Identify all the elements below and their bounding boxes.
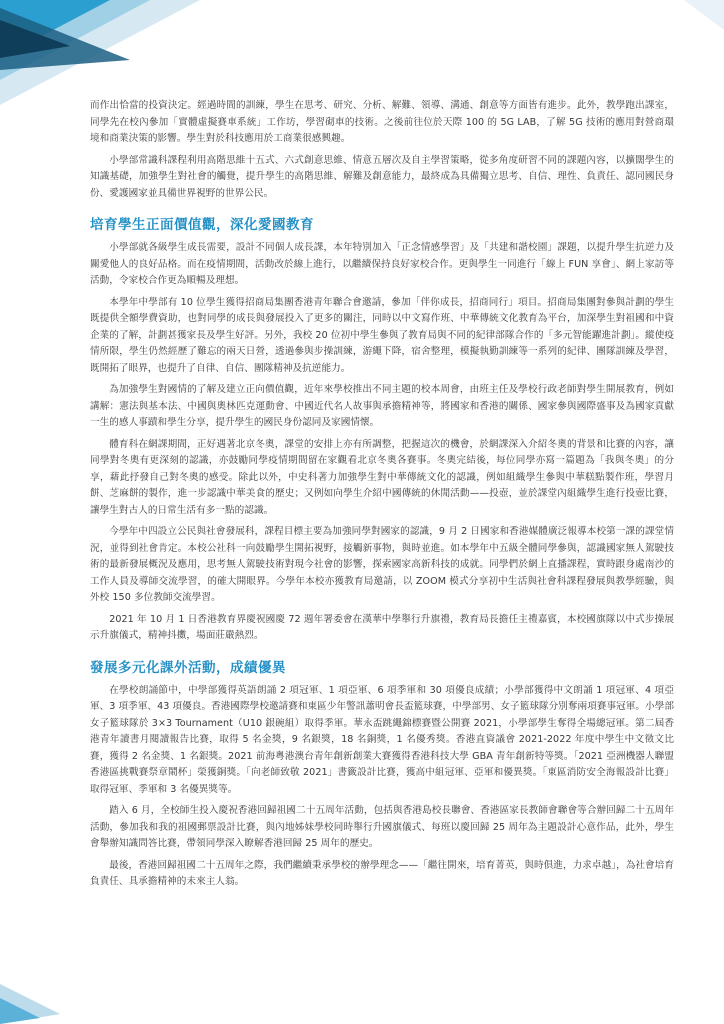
body-paragraph: 踏入 6 月，全校師生投入慶祝香港回歸祖國二十五周年活動，包括與香港島校長聯會、香港區家長教師會聯會等合辦回歸二十五周年活動，參加我和我的祖國郵票設計比賽，與內地姊妹學校同時舉行升國旗儀式、每班以慶回歸 25 周年為主題設計心意作品，此外，學生會舉辦知識問答比賽，帶領同學深入瞭解香港回歸 25 周年的歷史。: [90, 805, 674, 849]
section-heading-activities: 發展多元化課外活動，成績優異: [90, 659, 286, 676]
intro-paragraph: 而作出恰當的投資決定。經過時間的訓練，學生在思考、研究、分析、解難、領導、溝通、創意等方面皆有進步。此外，教學跑出課室，同學先在校內參加「實體虛擬賽車系統」工作坊，學習砌車的技術。之後前往位於天際 100 的 5G LAB，了解 5G 技術的應用對營商環境和商業決策的影響。學生對於科技應用於工商業很感興趣。: [90, 100, 674, 144]
top-right-decoration: [664, 0, 724, 40]
body-paragraph: 2021 年 10 月 1 日香港教育界慶祝國慶 72 週年署委會在漢華中學舉行升旗禮，教育局長擔任主禮嘉賓，本校國旗隊以中式步操展示升旗儀式，精神抖擻，場面莊嚴熱烈。: [90, 613, 674, 641]
bottom-left-decoration: [0, 974, 80, 1024]
section-heading-values: 培育學生正面價值觀，深化愛國教育: [90, 217, 314, 233]
body-paragraph: 在學校朗誦節中，中學部獲得英語朗誦 2 項冠軍、1 項亞軍、6 項季軍和 30 項優良成績；小學部獲得中文朗誦 1 項冠軍、4 項亞軍、3 項季軍、43 項優良。香港國際學校邀請賽和東區少年警訊蕭明會長盃籃球賽，中學部男、女子籃球隊分別奪兩項賽事冠軍。小學部女子籃球隊於 3×3 Tournament（U10 銀碗組）取得季軍。華永盃跳繩錦標賽暨公開賽 2021，小學部學生奪得全場總冠軍。第二屆香港青年讀書月閱讀報告比賽，取得 5 名金獎，9 名銀獎，18 名銅獎，1 名優秀獎。香港直資議會 2021-2022 年度中學生中文徵文比賽，獲得 2 名金獎、1 名銀獎。2021 前海粵港澳台青年創新創業大賽獲得香港科技大學 GBA 青年創新特等獎。「2021 亞洲機器人聯盟香港區挑戰賽祭章鬧杯」榮獲銅獎。「向老師致敬 2021」書籤設計比賽，獲高中組冠軍、亞軍和優異獎。「東區消防安全海報設計比賽」取得冠軍、季軍和 3 名優異獎等。: [90, 684, 674, 795]
body-paragraph: 最後，香港回歸祖國二十五周年之際，我們繼續秉承學校的辦學理念——「繼往開來，培育菁英，與時俱進，力求卓越」，為社會培育負責任、具承擔精神的未來主人翁。: [90, 859, 674, 887]
body-paragraph: 體育科在網課期間，正好遇著北京冬奧，課堂的安排上亦有所調整，把握這次的機會，於網課深入介紹冬奧的背景和比賽的內容，讓同學對冬奧有更深刻的認識，亦鼓勵同學疫情期間留在家觀看北京冬奧各賽事。冬奧完結後，每位同學亦寫一篇題為「我與冬奧」的分享，藉此抒發自己對冬奧的感受。除此以外，中史科著力加強學生對中華傳統文化的認識，例如組織學生參與中華糕點製作班，學習月餅、芝麻餅的製作，進一步認識中華美食的歷史；又例如向學生介紹中國傳統的休閒活動——投壺，並於課堂內組織學生進行投壺比賽，讓學生對古人的日常生活有多一點的認識。: [90, 438, 674, 516]
body-paragraph: 為加強學生對國情的了解及建立正向價值觀，近年來學校推出不同主題的校本周會，由班主任及學校行政老師對學生開展教育，例如講解：憲法與基本法、中國與奧林匹克運動會、中國近代名人故事與承擔精神等，將國家和香港的關係、國家參與國際盛事及為國家貢獻一生的感人事蹟和學生分享，提升學生的國民身份認同及家國情懷。: [90, 384, 674, 428]
body-paragraph: 今學年中四設立公民與社會發展科，課程目標主要為加強同學對國家的認識，9 月 2 日國家和香港媒體廣泛報導本校第一課的課堂情況，並得到社會肯定。本校公社科一向鼓勵學生開拓視野，接觸新事物，與時並進。如本學年中五級全體同學參與，認識國家無人駕駛技術的最新發展概況及應用，思考無人駕駛技術對現今社會的影響，探索國家高新科技的成就。同學們於網上直播課程，實時跟身處南沙的工作人員及導師交流學習，的確大開眼界。今學年本校亦獲教育局邀請，以 ZOOM 模式分享初中生活與社會科課程發展與教學經驗，與外校 150 多位教師交流學習。: [90, 526, 674, 603]
top-left-decoration: [0, 0, 210, 110]
intro-paragraph: 小學部常識科課程利用高階思維十五式、六式創意思維、情意五層次及自主學習策略，從多角度研習不同的課題內容，以擴闊學生的知識基礎，加強學生對社會的觸覺，提升學生的高階思維、解難及創意能力，最終成為具備獨立思考、自信、理性、負責任、認同國民身份、愛護國家並具備世界視野的世界公民。: [90, 154, 674, 199]
body-paragraph: 小學部就各級學生成長需要，設計不同個人成長課，本年特別加入「正念情感學習」及「共建和諧校園」課題，以提升學生抗逆力及關愛他人的良好品格。而在疫情期間，活動改於線上進行，以繼續保持良好家校合作。更與學生一同進行「線上 FUN 享會」、網上家訪等活動，令家校合作更為順暢及理想。: [90, 242, 674, 286]
body-paragraph: 本學年中學部有 10 位學生獲得招商局集團香港青年聯合會邀請，參加「伴你成長，招商同行」項目。招商局集團對參與計劃的學生既提供全額學費資助，也對同學的成長與發展投入了更多的關注，同時以中文寫作班、中華傳統文化教育為平台，加深學生對祖國和中資企業的了解，計劃甚獲家長及學生好評。另外，我校 20 位初中學生參與了教育局與不同的紀律部隊合作的「多元智能躍進計劃」。縱使疫情所限，學生仍然經歷了難忘的兩天日營，透過參與步操訓練，游繩下降，宿舍整理，模擬執勤訓練等一系列的紀律、團隊訓練及學習，既開拓了眼界，也提升了自律、自信、團隊精神及抗逆能力。: [90, 296, 674, 374]
page-content: [90, 98, 674, 896]
